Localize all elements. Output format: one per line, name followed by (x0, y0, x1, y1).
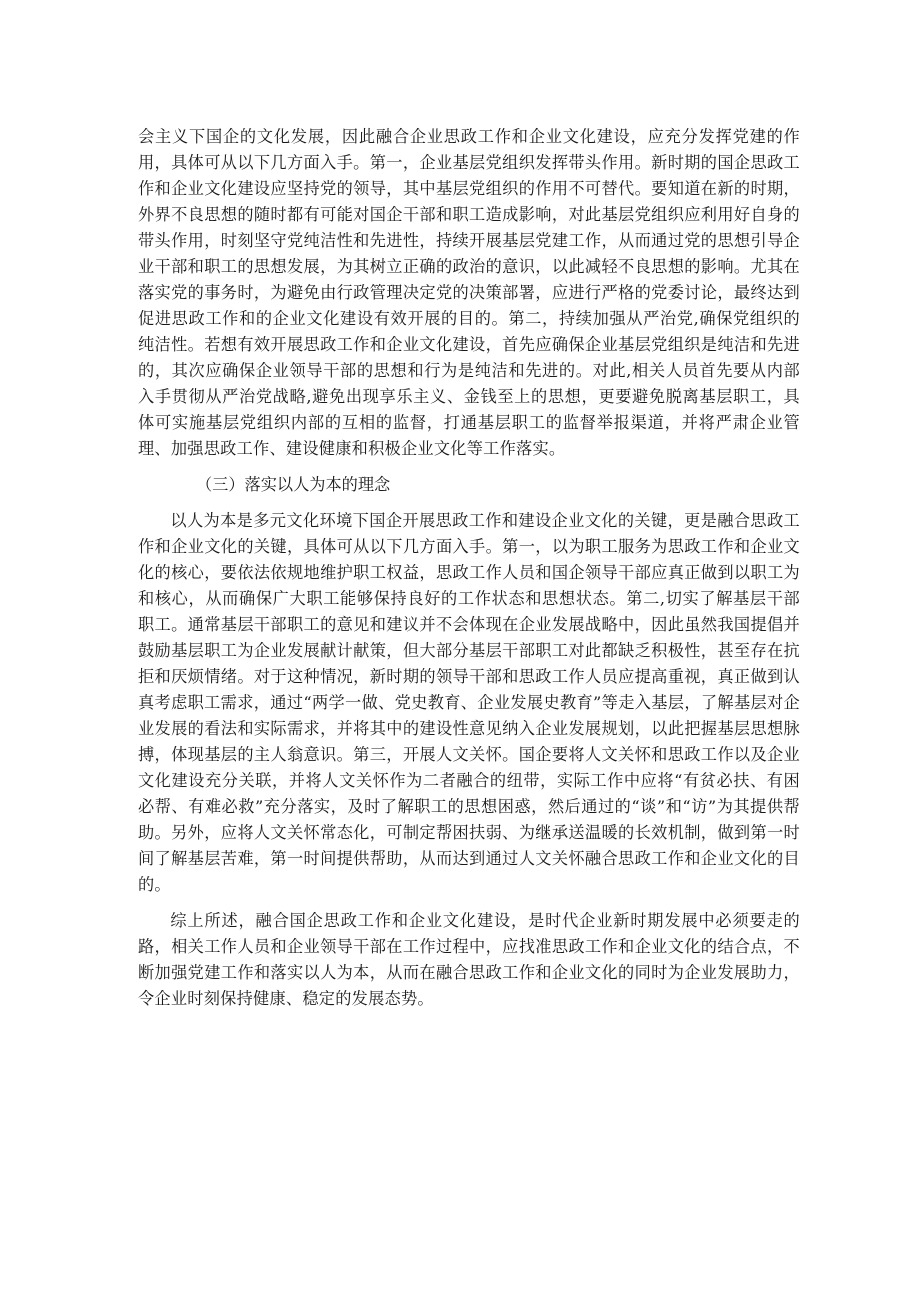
paragraph-spacer (138, 898, 800, 908)
section-heading: （三）落实以人为本的理念 (196, 475, 391, 494)
body-paragraph-continuation: 会主义下国企的文化发展，因此融合企业思政工作和企业文化建设，应充分发挥党建的作用，具体可从以下几方面入手。第一，企业基层党组织发挥带头作用。新时期的国企思政工作和企业文化建设应坚持党的领导，其中基层党组织的作用不可替代。要知道在新的时期，外界不良思想的随时都有可能对国企干部和职工造成影响，对此基层党组织应利用好自身的带头作用，时刻坚守党纯洁性和先进性，持续开展基层党建工作，从而通过党的思想引导企业干部和职工的思想发展，为其树立正确的政治的意识，以此减轻不良思想的影响。尤其在落实党的事务时，为避免由行政管理决定党的决策部署，应进行严格的党委讨论，最终达到促进思政工作和的企业文化建设有效开展的目的。第二，持续加强从严治党,确保党组织的纯洁性。若想有效开展思政工作和企业文化建设，首先应确保企业基层党组织是纯洁和先进的，其次应确保企业领导干部的思想和行为是纯洁和先进的。对此,相关人员首先要从内部入手贯彻从严治党战略,避免出现享乐主义、金钱至上的思想，更要避免脱离基层职工，具体可实施基层党组织内部的互相的监督，打通基层职工的监督举报渠道，并将严肃企业管理、加强思政工作、建设健康和积极企业文化等工作落实。 (138, 127, 800, 458)
paragraph-spacer (138, 498, 800, 508)
body-paragraph-conclusion: 综上所述，融合国企思政工作和企业文化建设，是时代企业新时期发展中必须要走的路，相关工作人员和企业领导干部在工作过程中，应找准思政工作和企业文化的结合点，不断加强党建工作和落实以人为本，从而在融合思政工作和企业文化的同时为企业发展助力，令企业时刻保持健康、稳定的发展态势。 (138, 911, 800, 1008)
document-page (138, 124, 800, 1012)
body-paragraph-people-oriented: 以人为本是多元文化环境下国企开展思政工作和建设企业文化的关键，更是融合思政工作和企业文化的关键，具体可从以下几方面入手。第一，以为职工服务为思政工作和企业文化的核心，要依法依规地维护职工权益，思政工作人员和国企领导干部应真正做到以职工为和核心，从而确保广大职工能够保持良好的工作状态和思想状态。第二,切实了解基层干部职工。通常基层干部职工的意见和建议并不会体现在企业发展战略中，因此虽然我国提倡并鼓励基层职工为企业发展献计献策，但大部分基层干部职工对此都缺乏积极性，甚至存在抗拒和厌烦情绪。对于这种情况，新时期的领导干部和思政工作人员应提高重视，真正做到认真考虑职工需求，通过“两学一做、党史教育、企业发展史教育”等走入基层，了解基层对企业发展的看法和实际需求，并将其中的建设性意见纳入企业发展规划，以此把握基层思想脉搏，体现基层的主人翁意识。第三，开展人文关怀。国企要将人文关怀和思政工作以及企业文化建设充分关联，并将人文关怀作为二者融合的纽带，实际工作中应将“有贫必扶、有困必帮、有难必救”充分落实，及时了解职工的思想困惑，然后通过的“谈”和“访”为其提供帮助。另外，应将人文关怀常态化，可制定帮困扶弱、为继承送温暖的长效机制，做到第一时间了解基层苦难，第一时间提供帮助，从而达到通过人文关怀融合思政工作和企业文化的目的。 (138, 511, 800, 894)
paragraph-spacer (138, 462, 800, 472)
